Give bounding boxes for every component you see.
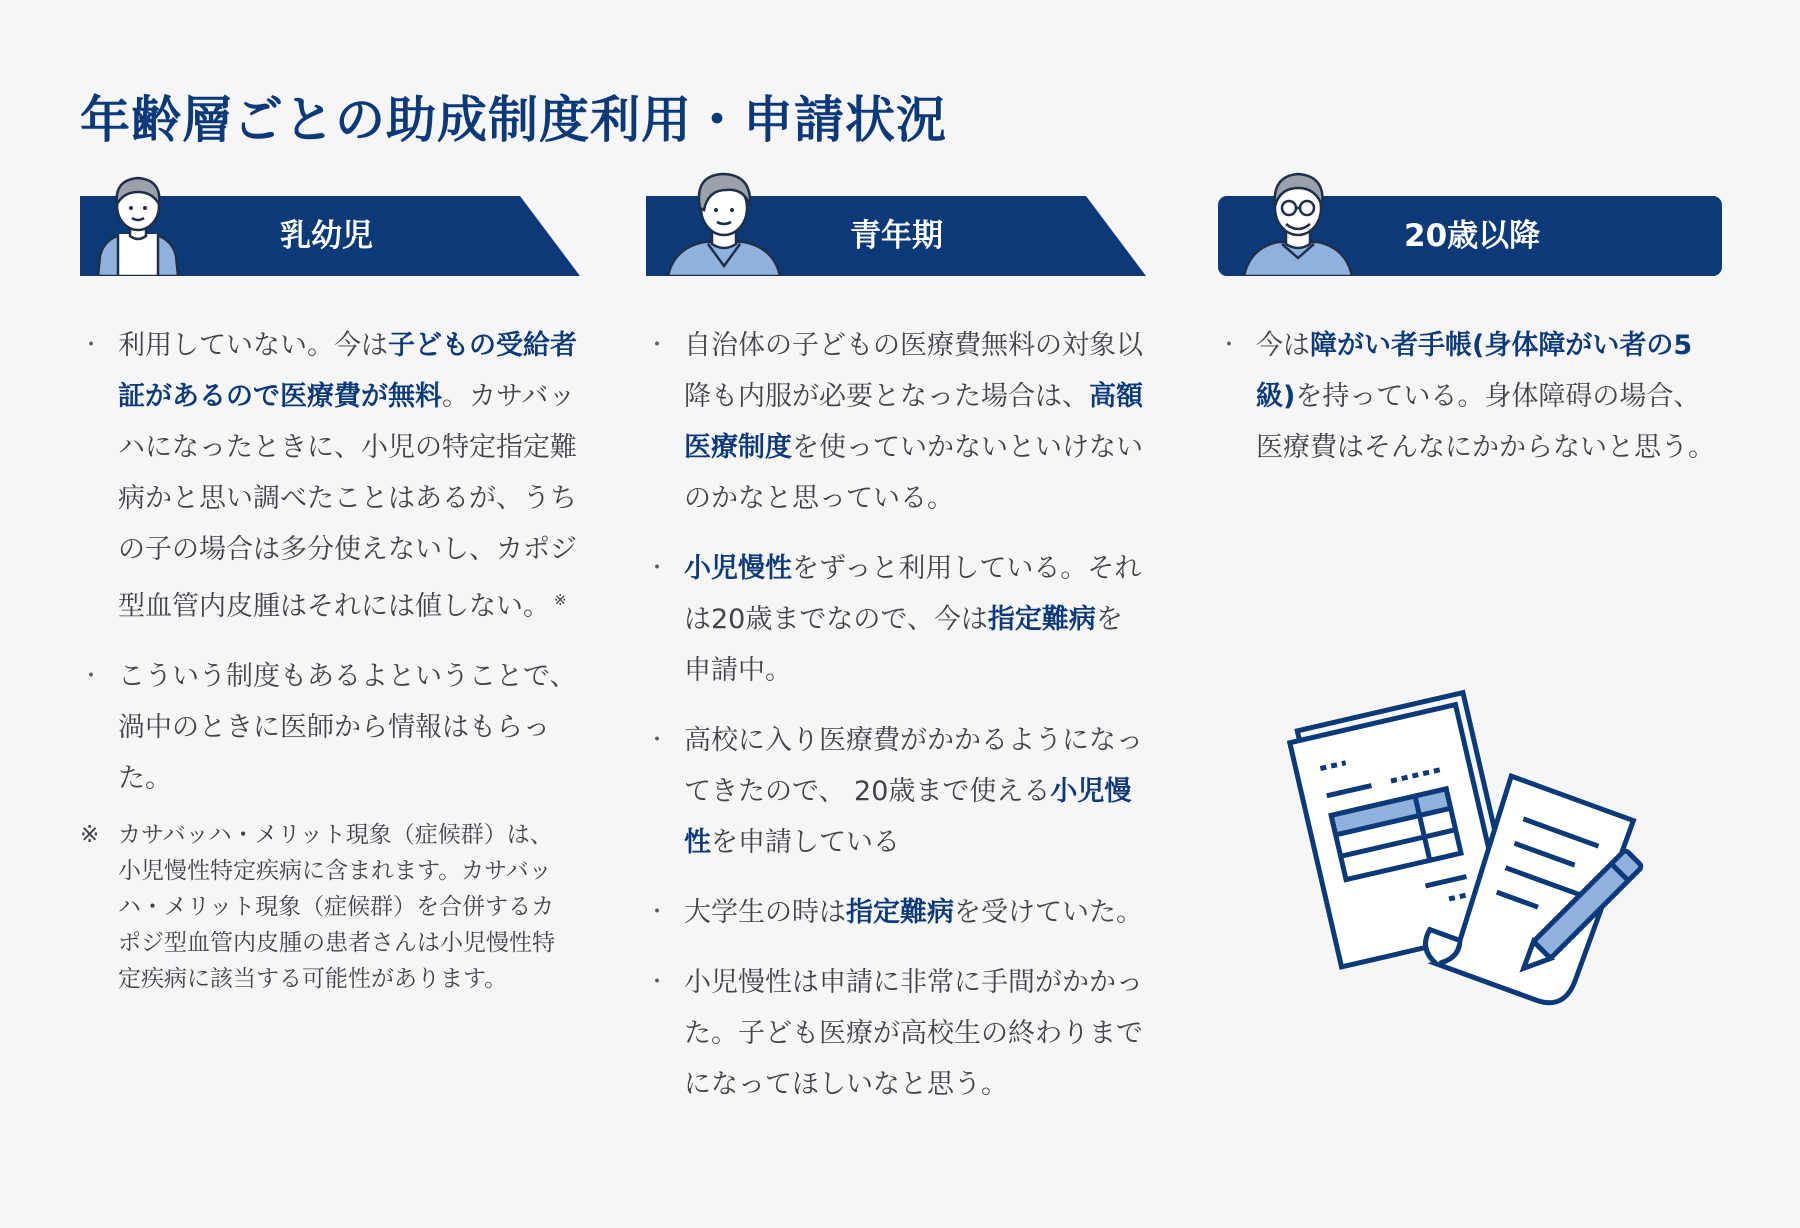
list-item: ・ 今は障がい者手帳(身体障がい者の5級)を持っている。身体障碍の場合、医療費はそんなにかからないと思う。	[1218, 330, 1715, 463]
item-list	[646, 320, 1146, 1110]
column-header-adult	[1218, 196, 1722, 276]
column-label: 青年期	[850, 218, 943, 254]
footnote-mark: ※	[554, 591, 567, 609]
column-infant	[80, 196, 580, 997]
footnote: ※ カサバッハ・メリット現象（症候群）は、小児慢性特定疾病に含まれます。カサバッハ・メリット現象（症候群）を合併するカポジ型血管内皮腫の患者さんは小児慢性特定疾病に該当する可能性があります。	[80, 822, 555, 992]
list-item: ・ 大学生の時は指定難病を受けていた。	[646, 897, 1143, 928]
list-item: ・ こういう制度もあるよということで、渦中のときに医師から情報はもらった。	[80, 661, 577, 794]
list-item: ・ 自治体の子どもの医療費無料の対象以降も内服が必要となった場合は、高額医療制度を使っていかないといけないのかなと思っている。	[646, 330, 1143, 514]
column-label: 20歳以降	[1404, 218, 1541, 254]
item-list	[1218, 320, 1722, 473]
column-adult	[1218, 196, 1722, 492]
list-item: ・ 利用していない。今は子どもの受給者証があるので医療費が無料。カサバッハになったときに、小児の特定指定難病かと思い調べたことはあるが、うちの子の場合は多分使えないし、カポジ型血管内皮腫はそれには値しない。 ※	[80, 330, 577, 622]
item-list	[80, 320, 580, 804]
list-item: ・ 小児慢性は申請に非常に手間がかかった。子ども医療が高校生の終わりまでになってほしいなと思う。	[646, 967, 1143, 1100]
column-header-infant	[80, 196, 580, 276]
column-header-youth	[646, 196, 1146, 276]
documents-and-pen-icon	[1270, 680, 1670, 1030]
page-title: 年齢層ごとの助成制度利用・申請状況	[80, 91, 947, 149]
adult-with-glasses-avatar-icon	[1240, 170, 1356, 276]
list-item: ・ 小児慢性をずっと利用している。それは20歳までなので、今は指定難病を申請中。	[646, 553, 1142, 686]
column-youth	[646, 196, 1146, 1129]
young-adult-avatar-icon	[664, 170, 784, 276]
list-item: ・ 高校に入り医療費がかかるようになってきたので、 20歳まで使える小児慢性を申請している	[646, 725, 1143, 858]
column-label: 乳幼児	[280, 218, 373, 254]
child-avatar-icon	[96, 170, 180, 276]
